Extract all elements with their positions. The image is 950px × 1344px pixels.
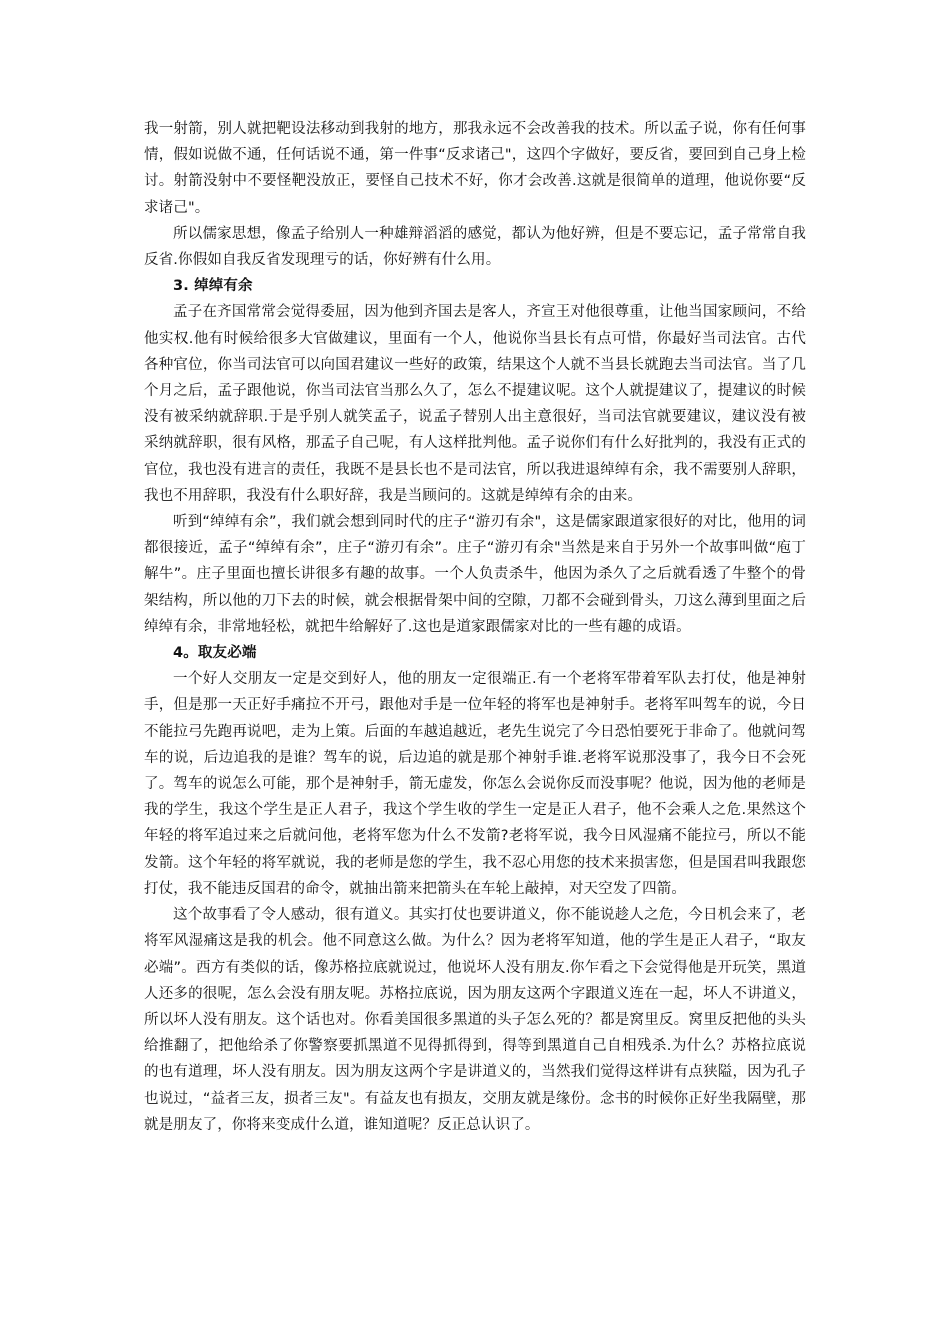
paragraph-6: 这个故事看了令人感动，很有道义。其实打仗也要讲道义，你不能说趁人之危，今日机会来了，老将军风湿痛这是我的机会。他不同意这么做。为什么？因为老将军知道，他的学生是正人君子，“取友必端”。西方有类似的话，像苏格拉底就说过，他说坏人没有朋友.你乍看之下会觉得他是开玩笑，黑道人还多的很呢，怎么会没有朋友呢。苏格拉底说，因为朋友这两个字跟道义连在一起，坏人不讲道义，所以坏人没有朋友。这个话也对。你看美国很多黑道的头子怎么死的？都是窝里反。窝里反把他的头头给推翻了，把他给杀了你警察要抓黑道不见得抓得到，得等到黑道自己自相残杀.为什么？苏格拉底说的也有道理，坏人没有朋友。因为朋友这两个字是讲道义的，当然我们觉得这样讲有点狭隘，因为孔子也说过，“益者三友，损者三友"。有益友也有损友，交朋友就是缘份。念书的时候你正好坐我隔壁，那就是朋友了，你将来变成什么道，谁知道呢？反正总认识了。 (144, 907, 806, 1133)
paragraph-3: 孟子在齐国常常会觉得委屈，因为他到齐国去是客人，齐宣王对他很尊重，让他当国家顾问，不给他实权.他有时候给很多大官做建议，里面有一个人，他说你当县长有点可惜，你最好当司法官。古代各种官位，你当司法官可以向国君建议一些好的政策，结果这个人就不当县长就跑去当司法官。当了几个月之后，孟子跟他说，你当司法官当那么久了，怎么不提建议呢。这个人就提建议了，提建议的时候没有被采纳就辞职.于是乎别人就笑孟子，说孟子替别人出主意很好，当司法官就要建议，建议没有被采纳就辞职，很有风格，那孟子自己呢，有人这样批判他。孟子说你们有什么好批判的，我没有正式的官位，我也没有进言的责任，我既不是县长也不是司法官，所以我进退绰绰有余，我不需要别人辞职，我也不用辞职，我没有什么职好辞，我是当顾问的。这就是绰绰有余的由来。 (144, 304, 806, 504)
paragraph-2: 所以儒家思想，像孟子给别人一种雄辩滔滔的感觉，都认为他好辨，但是不要忘记，孟子常常自我反省.你假如自我反省发现理亏的话，你好辨有什么用。 (144, 225, 806, 269)
document-body (144, 116, 806, 1138)
paragraph-1: 我一射箭，别人就把靶设法移动到我射的地方，那我永远不会改善我的技术。所以孟子说，你有任何事情，假如说做不通，任何话说不通，第一件事“反求诸己"，这四个字做好，要反省，要回到自己身上检讨。射箭没射中不要怪靶没放正，要怪自己技术不好，你才会改善.这就是很简单的道理，他说你要“反求诸己"。 (144, 121, 806, 216)
paragraph-4: 听到“绰绰有余”，我们就会想到同时代的庄子“游刃有余"，这是儒家跟道家很好的对比，他用的词都很接近，孟子“绰绰有余”，庄子“游刃有余”。庄子“游刃有余"当然是来自于另外一个故事叫做“庖丁解牛”。庄子里面也擅长讲很多有趣的故事。一个人负责杀牛，他因为杀久了之后就看透了牛整个的骨架结构，所以他的刀下去的时候，就会根据骨架中间的空隙，刀都不会碰到骨头，刀这么薄到里面之后绰绰有余，非常地轻松，就把牛给解好了.这也是道家跟儒家对比的一些有趣的成语。 (144, 514, 806, 635)
paragraph-5: 一个好人交朋友一定是交到好人，他的朋友一定很端正.有一个老将军带着军队去打仗，他是神射手，但是那一天正好手痛拉不开弓，跟他对手是一位年轻的将军也是神射手。老将军叫驾车的说，今日不能拉弓先跑再说吧，走为上策。后面的车越追越近，老先生说完了今日恐怕要死于非命了。他就问驾车的说，后边追我的是谁？驾车的说，后边追的就是那个神射手谁.老将军说那没事了，我今日不会死了。驾车的说怎么可能，那个是神射手，箭无虚发，你怎么会说你反而没事呢？他说，因为他的老师是我的学生，我这个学生是正人君子，我这个学生收的学生一定是正人君子，他不会乘人之危.果然这个年轻的将军追过来之后就问他，老将军您为什么不发箭?老将军说，我今日风湿痛不能拉弓，所以不能发箭。这个年轻的将军就说，我的老师是您的学生，我不忍心用您的技术来损害您，但是国君叫我跟您打仗，我不能违反国君的命令，就抽出箭来把箭头在车轮上敲掉，对天空发了四箭。 (144, 671, 806, 897)
section-heading-4: 4。取友必端 (173, 645, 257, 662)
section-heading-3: 3. 绰绰有余 (173, 278, 253, 295)
